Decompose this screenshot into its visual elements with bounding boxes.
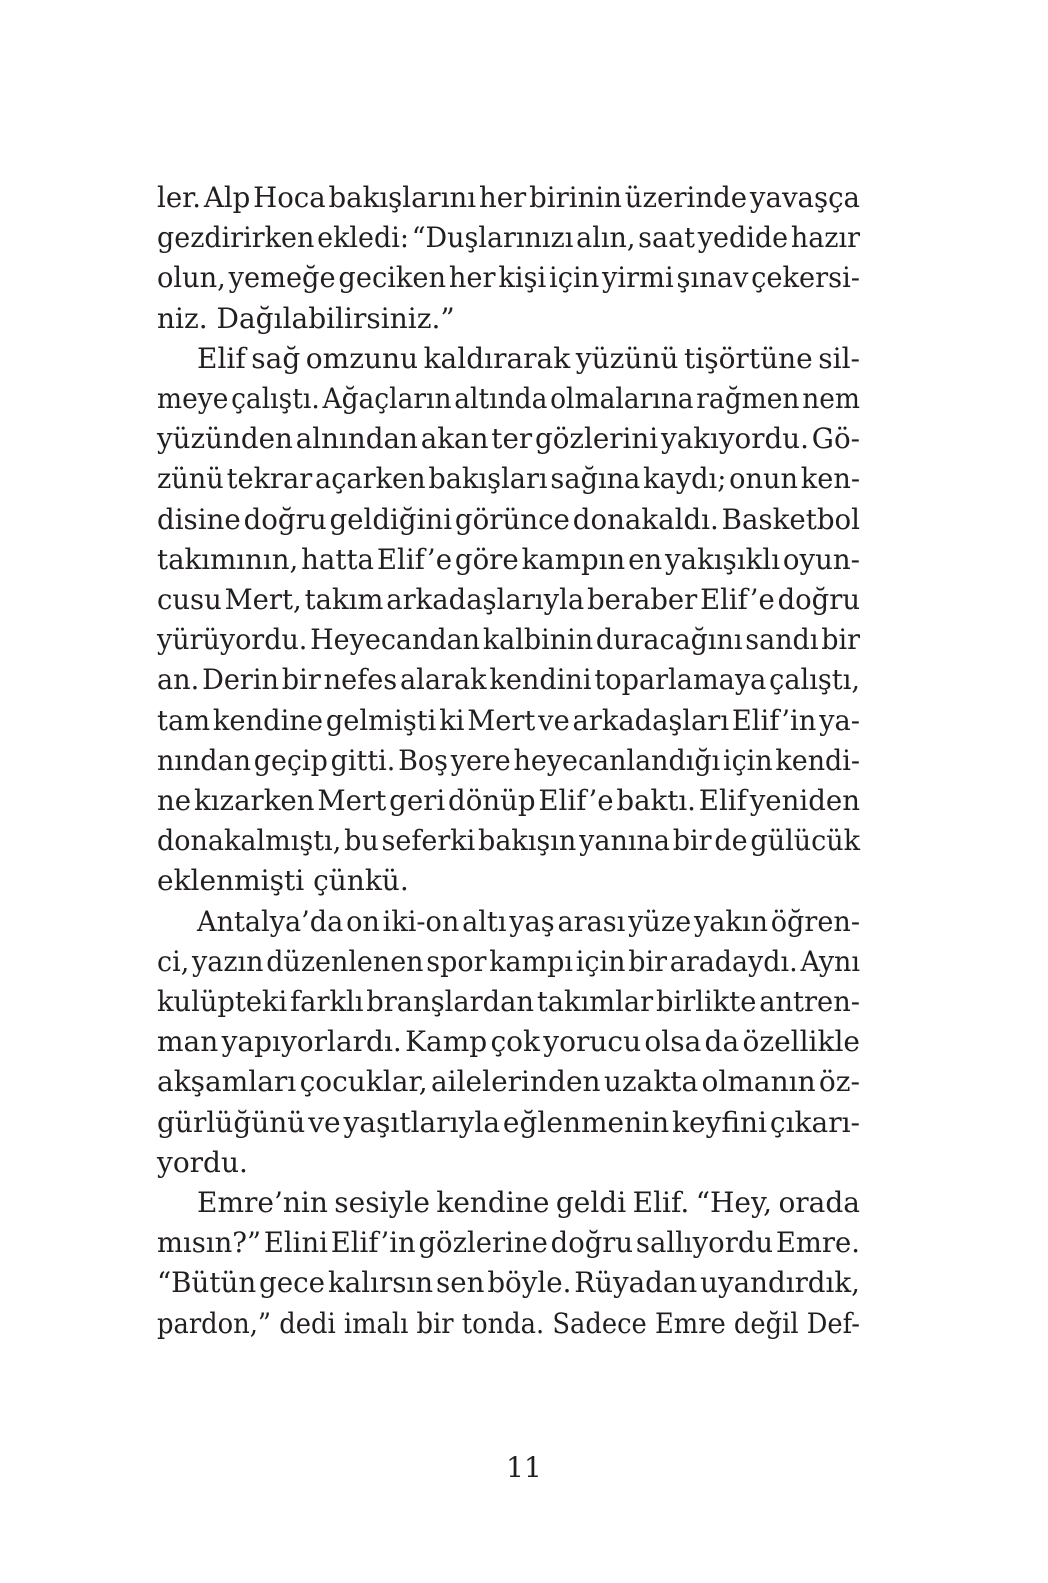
text-line: donakalmıştı, bu seferki bakışın yanına bir de gülücük xyxy=(157,824,860,858)
text-line: pardon,” dedi imalı bir tonda. Sadece Emre değil Def- xyxy=(157,1306,860,1340)
text-line: meye çalıştı. Ağaçların altında olmalarına rağmen nem xyxy=(157,382,860,415)
text-line: niz. Dağılabilirsiniz.” xyxy=(157,301,455,335)
text-line: zünü tekrar açarken bakışları sağına kaydı; onun ken- xyxy=(157,462,860,496)
text-line: cusu Mert, takım arkadaşlarıyla beraber Elif’e doğru xyxy=(157,583,860,616)
text-line: gezdirirken ekledi: “Duşlarınızı alın, saat yedide hazır xyxy=(157,221,860,255)
text-line: eklenmişti çünkü. xyxy=(157,864,409,898)
text-line: ler. Alp Hoca bakışlarını her birinin üzerinde yavaşça xyxy=(157,181,860,214)
text-line: Antalya’da on iki-on altı yaş arası yüze yakın öğren- xyxy=(197,904,860,938)
text-line: akşamları çocuklar, ailelerinden uzakta olmanın öz- xyxy=(157,1065,860,1099)
text-line: mısın?” Elini Elif’in gözlerine doğru sallıyordu Emre. xyxy=(157,1226,860,1260)
text-line: disine doğru geldiğini görünce donakaldı. Basketbol xyxy=(157,502,860,536)
text-line: nından geçip gitti. Boş yere heyecanlandığı için kendi- xyxy=(157,743,860,777)
text-line: gürlüğünü ve yaşıtlarıyla eğlenmenin keyfini çıkarı- xyxy=(157,1105,860,1139)
text-line: man yapıyorlardı. Kamp çok yorucu olsa da özellikle xyxy=(157,1025,860,1059)
text-line: kulüpteki farklı branşlardan takımlar birlikte antren- xyxy=(157,985,860,1018)
text-line: “Bütün gece kalırsın sen böyle. Rüyadan uyandırdık, xyxy=(157,1266,860,1300)
text-line: Elif sağ omzunu kaldırarak yüzünü tişörtüne sil- xyxy=(197,341,860,375)
text-line: yüzünden alnından akan ter gözlerini yakıyordu. Gö- xyxy=(157,422,860,456)
text-line: tam kendine gelmişti ki Mert ve arkadaşları Elif’in ya- xyxy=(157,703,860,737)
text-line: Emre’nin sesiyle kendine geldi Elif. “Hey, orada xyxy=(197,1186,860,1219)
page-number: 11 xyxy=(506,1451,542,1484)
text-line: takımının, hatta Elif’e göre kampın en yakışıklı oyun- xyxy=(157,542,860,576)
text-line: ci, yazın düzenlenen spor kampı için bir aradaydı. Aynı xyxy=(157,944,860,978)
text-line: olun, yemeğe geciken her kişi için yirmi şınav çekersi- xyxy=(157,261,860,295)
text-line: yürüyordu. Heyecandan kalbinin duracağını sandı bir xyxy=(157,623,860,657)
text-line: yordu. xyxy=(157,1145,248,1179)
text-line: ne kızarken Mert geri dönüp Elif’e baktı. Elif yeniden xyxy=(157,784,860,817)
text-line: an. Derin bir nefes alarak kendini toparlamaya çalıştı, xyxy=(157,663,860,697)
